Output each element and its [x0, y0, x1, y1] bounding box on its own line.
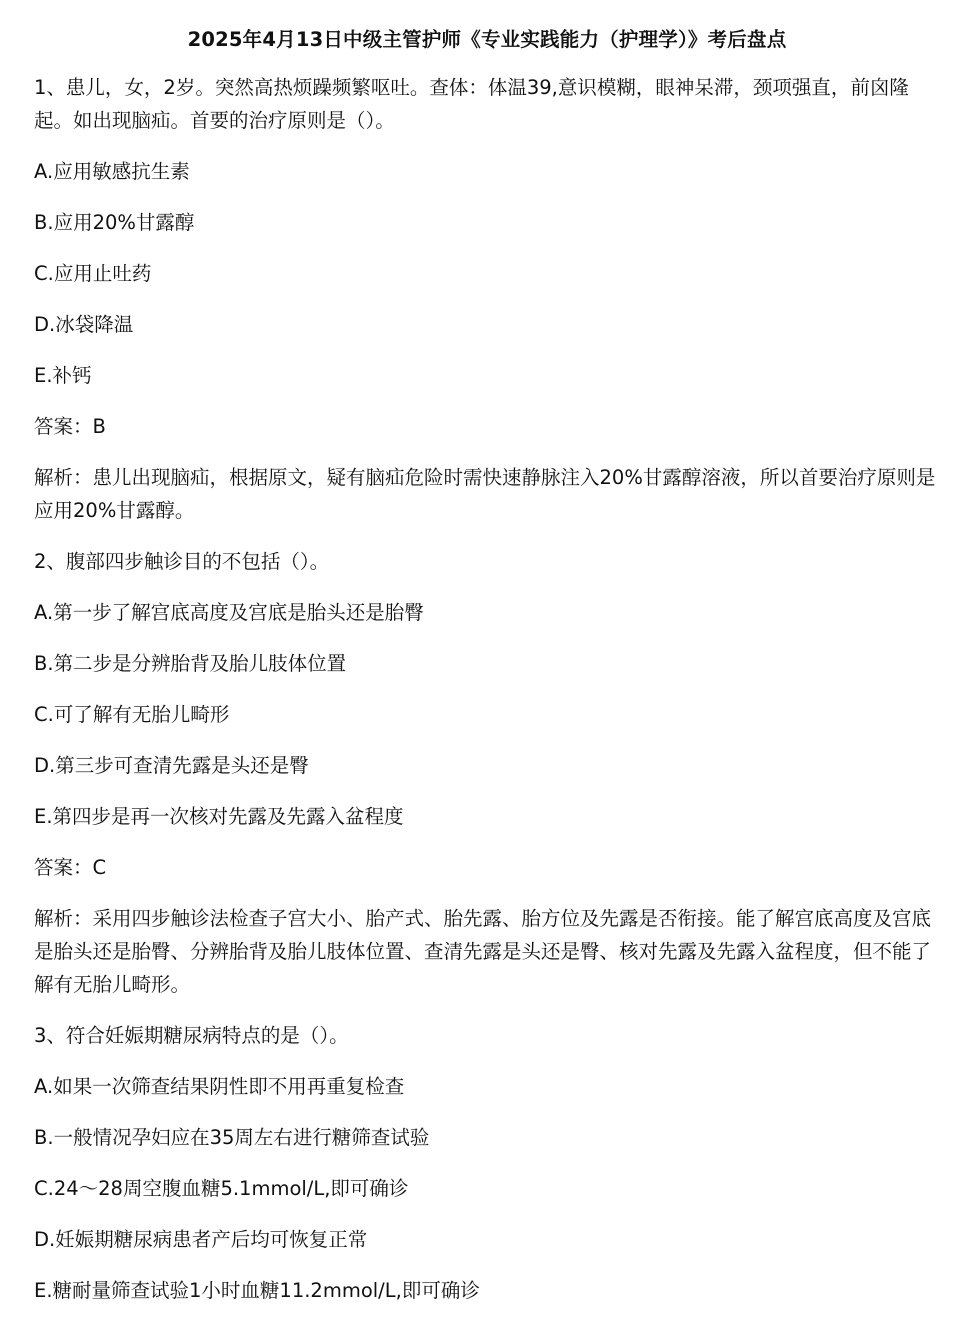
- option-b: B.一般情况孕妇应在35周左右进行糖筛查试验: [34, 1126, 430, 1149]
- option-e: E.糖耐量筛查试验1小时血糖11.2mmol/L,即可确诊: [34, 1279, 480, 1302]
- option-e: E.补钙: [34, 364, 92, 387]
- option-e: E.第四步是再一次核对先露及先露入盆程度: [34, 805, 404, 828]
- question-stem: 3、符合妊娠期糖尿病特点的是（）。: [34, 1024, 349, 1047]
- option-c: C.可了解有无胎儿畸形: [34, 703, 230, 726]
- answer-text: 答案：C: [34, 856, 107, 879]
- option-b: B.应用20%甘露醇: [34, 211, 195, 234]
- question-3: [34, 1019, 940, 1307]
- answer-text: 答案：B: [34, 415, 106, 438]
- option-d: D.妊娠期糖尿病患者产后均可恢复正常: [34, 1228, 368, 1251]
- option-d: D.第三步可查清先露是头还是臀: [34, 754, 309, 777]
- option-a: A.如果一次筛查结果阴性即不用再重复检查: [34, 1075, 405, 1098]
- question-stem: 2、腹部四步触诊目的不包括（）。: [34, 550, 330, 573]
- option-c: C.24～28周空腹血糖5.1mmol/L,即可确诊: [34, 1177, 409, 1200]
- option-a: A.第一步了解宫底高度及宫底是胎头还是胎臀: [34, 601, 424, 624]
- option-c: C.应用止吐药: [34, 262, 152, 285]
- question-2: [34, 545, 940, 1001]
- option-d: D.冰袋降温: [34, 313, 134, 336]
- document-title: 2025年4月13日中级主管护师《专业实践能力（护理学）》考后盘点: [187, 28, 787, 51]
- explanation-text: 解析：患儿出现脑疝，根据原文，疑有脑疝危险时需快速静脉注入20%甘露醇溶液，所以首要治疗原则是应用20%甘露醇。: [34, 466, 936, 522]
- option-b: B.第二步是分辨胎背及胎儿肢体位置: [34, 652, 347, 675]
- question-stem: 1、患儿，女，2岁。突然高热烦躁频繁呕吐。查体：体温39,意识模糊，眼神呆滞，颈项强直，前囟隆起。如出现脑疝。首要的治疗原则是（）。: [34, 76, 909, 132]
- explanation-text: 解析：采用四步触诊法检查子宫大小、胎产式、胎先露、胎方位及先露是否衔接。能了解宫底高度及宫底是胎头还是胎臀、分辨胎背及胎儿肢体位置、查清先露是头还是臀、核对先露及先露入盆程度，但不能了解有无胎儿畸形。: [34, 907, 932, 996]
- option-a: A.应用敏感抗生素: [34, 160, 190, 183]
- question-1: [34, 71, 940, 527]
